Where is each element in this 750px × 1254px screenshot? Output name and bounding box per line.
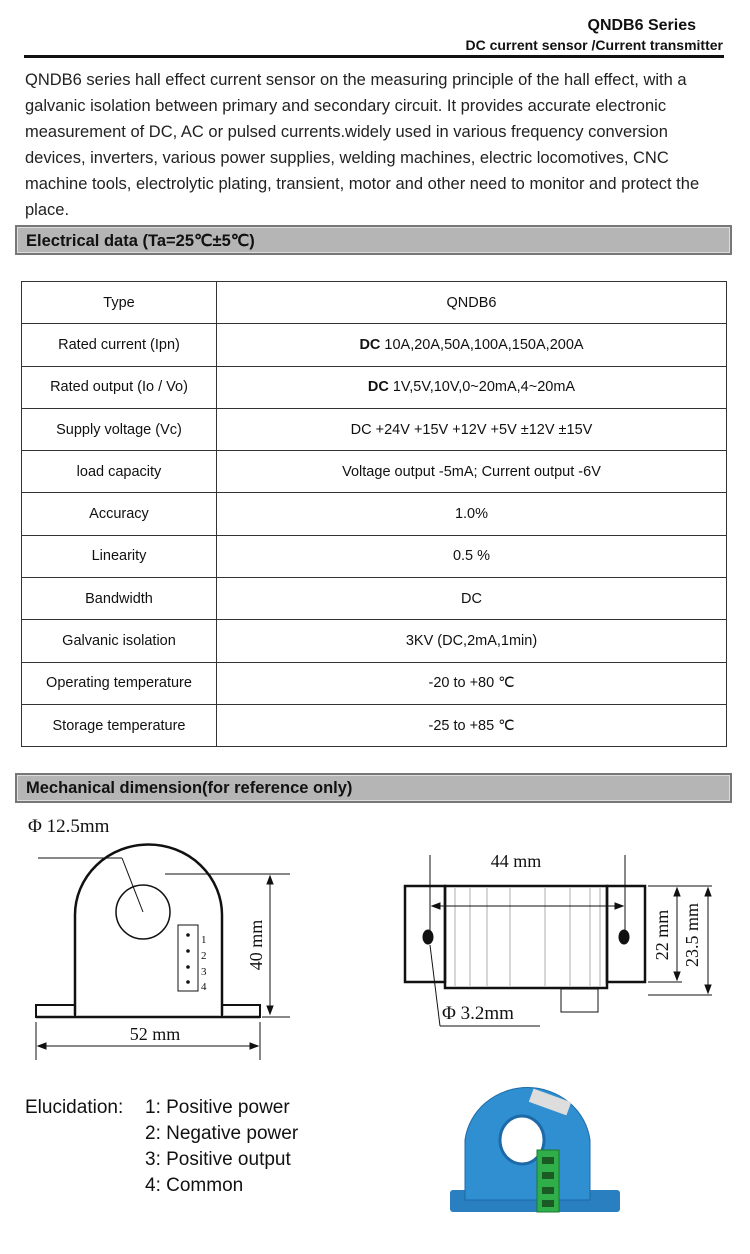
mount-hole-label: Φ 3.2mm bbox=[442, 1003, 514, 1024]
param-name: Storage temperature bbox=[22, 704, 217, 746]
value-prefix: DC bbox=[359, 336, 381, 353]
value-text: 1V,5V,10V,0~20mA,4~20mA bbox=[388, 379, 576, 396]
hole-diameter-label: Φ 12.5mm bbox=[28, 816, 110, 837]
value-text: -25 to +85 ℃ bbox=[428, 717, 515, 734]
series-title: QNDB6 Series bbox=[587, 17, 696, 34]
product-photo bbox=[450, 1088, 620, 1212]
pin-description: 3: Positive output bbox=[145, 1149, 291, 1170]
value-text: DC bbox=[461, 590, 482, 607]
pin-label: 4 bbox=[201, 981, 207, 993]
value-text: -20 to +80 ℃ bbox=[428, 675, 515, 692]
elucidation-label: Elucidation: bbox=[25, 1097, 124, 1118]
value-text: QNDB6 bbox=[446, 294, 497, 311]
series-subtitle: DC current sensor /Current transmitter bbox=[465, 37, 723, 53]
pin-description: 1: Positive power bbox=[145, 1097, 290, 1118]
param-name: Rated current (Ipn) bbox=[22, 324, 217, 366]
value-text: 0.5 % bbox=[452, 548, 491, 565]
value-text: DC +24V +15V +12V +5V ±12V ±15V bbox=[350, 421, 593, 438]
intro-paragraph: QNDB6 series hall effect current sensor on the measuring principle of the hall effect, with a galvanic isolation between primary and secondary circuit. It provides accurate electronic measurement of DC, AC or pulsed currents.widely used in various frequency conversion devices, inverters, various power supplies, welding machines, electric locomotives, CNC machine tools, electrolytic plating, transient, motor and other need to monitor and protect the place. bbox=[25, 71, 700, 219]
param-name: Galvanic isolation bbox=[22, 620, 217, 662]
param-name: Operating temperature bbox=[22, 662, 217, 704]
param-name: load capacity bbox=[22, 451, 217, 493]
dim-22-label: 22 mm bbox=[652, 909, 672, 961]
width-label: 52 mm bbox=[129, 1024, 181, 1044]
pin-description: 4: Common bbox=[145, 1175, 244, 1196]
param-name: Supply voltage (Vc) bbox=[22, 408, 217, 450]
param-name: Rated output (Io / Vo) bbox=[22, 366, 217, 408]
param-name: Accuracy bbox=[22, 493, 217, 535]
param-name: Bandwidth bbox=[22, 578, 217, 620]
height-label: 40 mm bbox=[246, 919, 266, 971]
param-name: Type bbox=[22, 282, 217, 324]
param-name: Linearity bbox=[22, 535, 217, 577]
electrical-section-header: Electrical data (Ta=25℃±5℃) bbox=[15, 225, 732, 255]
pin-label: 2 bbox=[201, 950, 207, 962]
pin-label: 1 bbox=[201, 934, 207, 946]
length-label: 44 mm bbox=[490, 851, 542, 871]
mechanical-section-header: Mechanical dimension(for reference only) bbox=[15, 773, 732, 803]
value-text: 10A,20A,50A,100A,150A,200A bbox=[380, 336, 584, 353]
value-text: 3KV (DC,2mA,1min) bbox=[405, 633, 538, 650]
dim-23-5-label: 23.5 mm bbox=[682, 902, 702, 968]
value-text: 1.0% bbox=[454, 506, 489, 523]
pin-description: 2: Negative power bbox=[145, 1123, 299, 1144]
value-prefix: DC bbox=[367, 379, 389, 396]
value-text: Voltage output -5mA; Current output -6V bbox=[342, 463, 601, 480]
pin-label: 3 bbox=[201, 966, 207, 978]
